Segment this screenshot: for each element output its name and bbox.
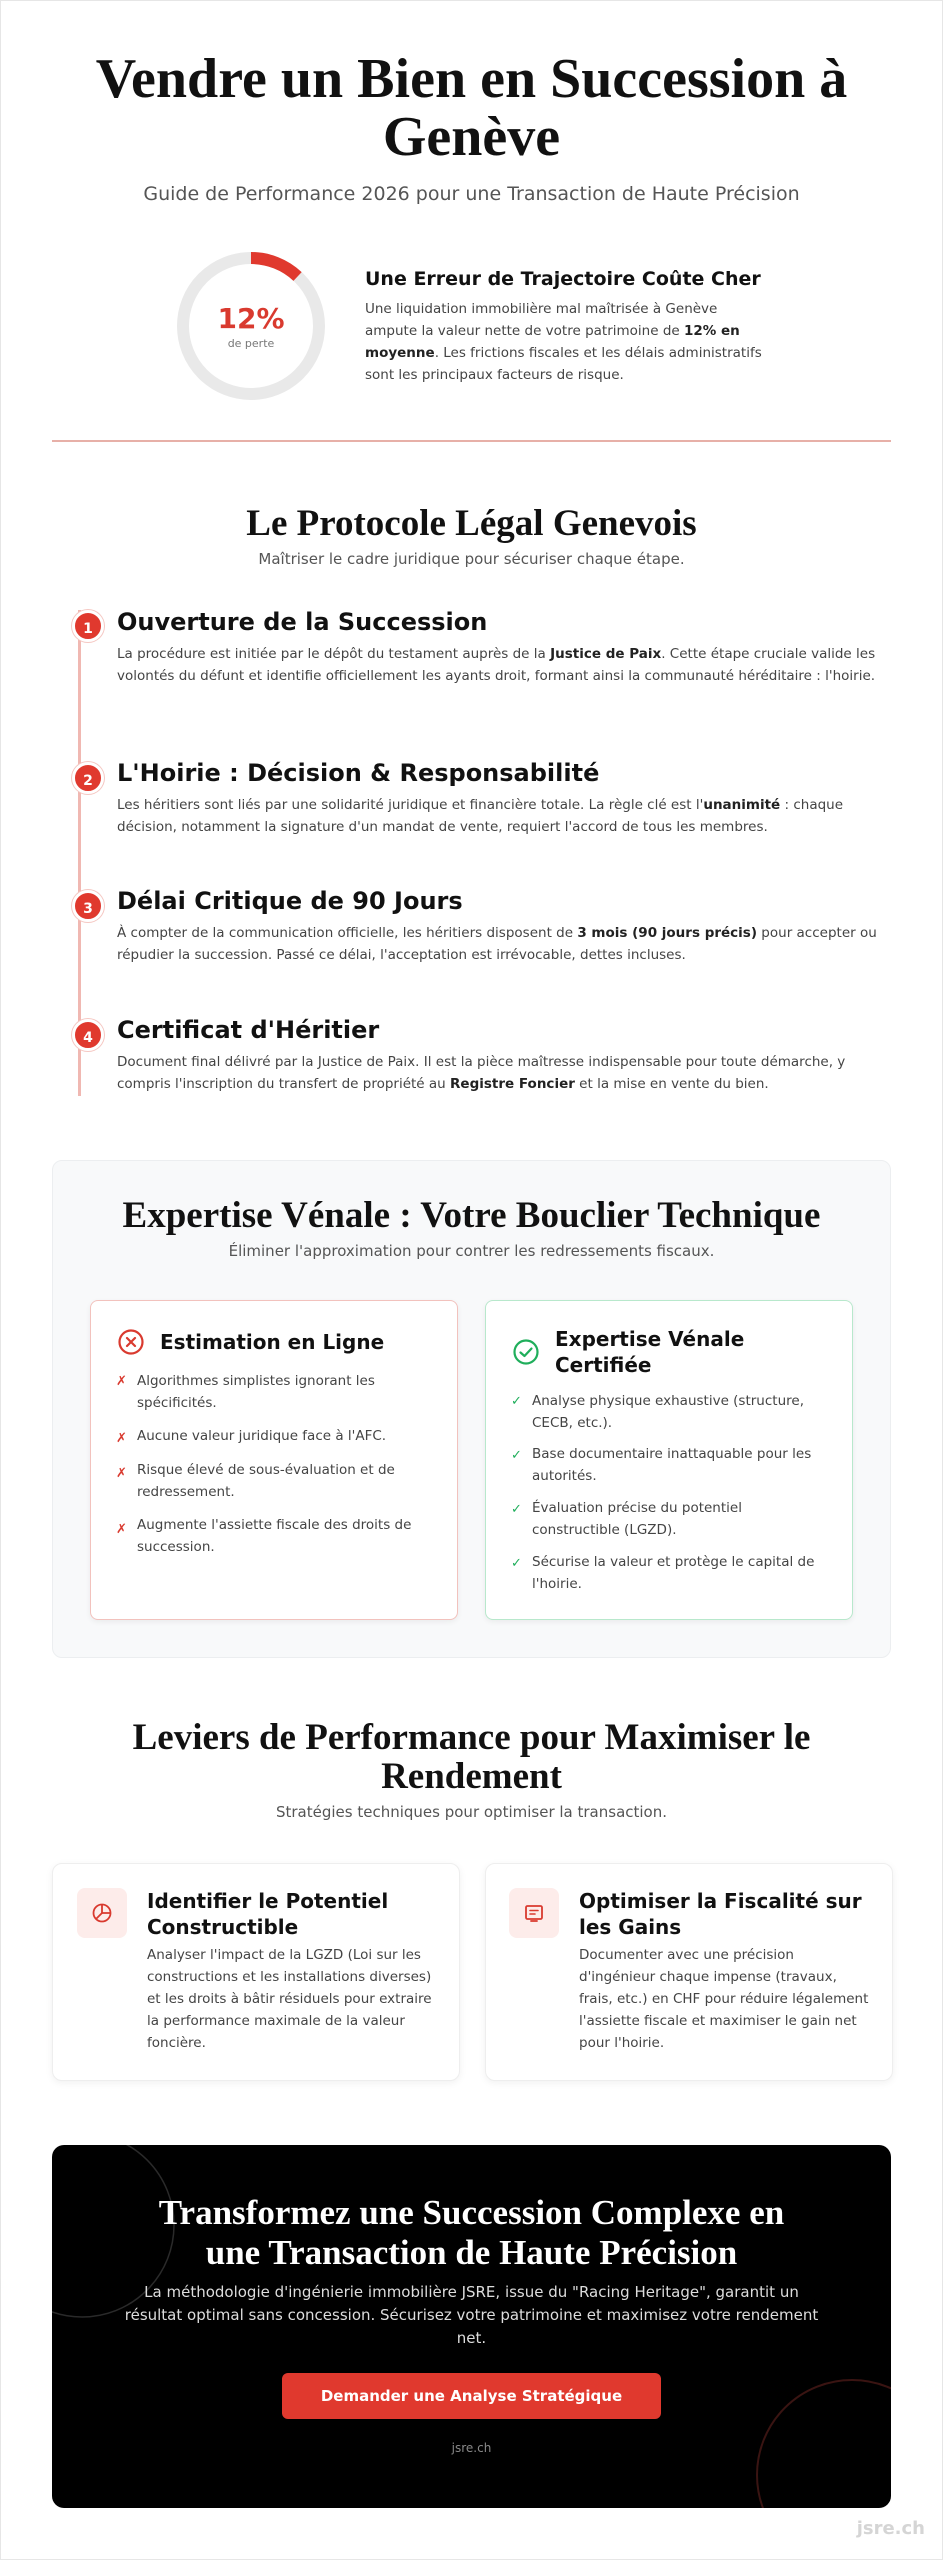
lever-text-2: Documenter avec une précision d'ingénieur chaque impense (travaux, frais, etc.) en CHF pour réduire légalement l'assiette fiscale et maximiser le gain net pour l'hoirie. bbox=[579, 1947, 869, 2051]
loss-label: de perte bbox=[227, 337, 275, 350]
error-title: Une Erreur de Trajectoire Coûte Cher bbox=[365, 268, 761, 290]
cta-text: La méthodologie d'ingénierie immobilière JSRE, issue du "Racing Heritage", garantit un résultat optimal sans concession. Sécurisez votre patrimoine et maximisez votre rendement net. bbox=[124, 2283, 819, 2347]
lever-title-2: Optimiser la Fiscalité sur les Gains bbox=[579, 1889, 862, 1939]
page-title: Vendre un Bien en Succession à Genève bbox=[95, 48, 848, 168]
online-item-2: Aucune valeur juridique face à l'AFC. bbox=[137, 1428, 387, 1444]
document-icon bbox=[522, 1901, 546, 1925]
cross-icon: ✗ bbox=[116, 1522, 127, 1537]
section-divider bbox=[52, 440, 891, 442]
check-icon: ✓ bbox=[511, 1502, 522, 1517]
step-text-2: Les héritiers sont liés par une solidarité juridique et financière totale. La règle clé est l'unanimité : chaque décision, notamment la signature d'un mandat de vente, requiert l'accord de tous les membres. bbox=[117, 797, 844, 835]
check-icon: ✓ bbox=[511, 1556, 522, 1571]
step-title-1: Ouverture de la Succession bbox=[117, 608, 488, 636]
cross-icon: ✗ bbox=[116, 1374, 127, 1389]
protocol-title: Le Protocole Légal Genevois bbox=[246, 503, 697, 544]
levers-subtitle: Stratégies techniques pour optimiser la transaction. bbox=[275, 1803, 668, 1821]
check-icon: ✓ bbox=[511, 1448, 522, 1463]
step-text-4: Document final délivré par la Justice de Paix. Il est la pièce maîtresse indispensable pour toute démarche, y compris l'inscription du transfert de propriété au Registre Foncier et la mise en vente du bien. bbox=[117, 1054, 846, 1092]
cta-section bbox=[52, 2145, 891, 2508]
check-circle-icon bbox=[512, 1338, 540, 1366]
expertise-title: Expertise Vénale : Votre Bouclier Technique bbox=[122, 1195, 821, 1236]
pie-chart-icon bbox=[90, 1901, 114, 1925]
footer-watermark: jsre.ch bbox=[856, 2518, 925, 2539]
cross-icon: ✗ bbox=[116, 1466, 127, 1481]
online-item-4: Augmente l'assiette fiscale des droits de succession. bbox=[137, 1517, 412, 1555]
error-text: Une liquidation immobilière mal maîtrisée à Genève ampute la valeur nette de votre patrimoine de 12% en moyenne. Les frictions fiscales et les délais administratifs sont les principaux facteurs de risque. bbox=[365, 301, 762, 383]
cross-icon: ✗ bbox=[116, 1431, 127, 1446]
certified-item-4: Sécurise la valeur et protège le capital de l'hoirie. bbox=[532, 1554, 815, 1592]
page-subtitle: Guide de Performance 2026 pour une Transaction de Haute Précision bbox=[143, 183, 800, 205]
step-number-3: 3 bbox=[72, 890, 104, 922]
online-item-1: Algorithmes simplistes ignorant les spécificités. bbox=[137, 1373, 375, 1411]
step-title-2: L'Hoirie : Décision & Responsabilité bbox=[117, 759, 600, 787]
cta-title: Transformez une Succession Complexe en une Transaction de Haute Précision bbox=[158, 2193, 785, 2272]
step-number-4: 4 bbox=[72, 1019, 104, 1051]
loss-percentage: 12% bbox=[217, 302, 285, 335]
cta-site-link[interactable]: jsre.ch bbox=[451, 2441, 492, 2455]
step-text-1: La procédure est initiée par le dépôt du testament auprès de la Justice de Paix. Cette étape cruciale valide les volontés du défunt et identifie officiellement les ayants droit, formant ainsi la communauté héréditaire : l'hoirie. bbox=[117, 646, 876, 684]
certified-item-1: Analyse physique exhaustive (structure, CECB, etc.). bbox=[532, 1393, 804, 1431]
certified-expertise-title: Expertise Vénale Certifiée bbox=[555, 1327, 745, 1377]
lever-text-1: Analyser l'impact de la LGZD (Loi sur les constructions et les installations diverses) et les droits à bâtir résiduels pour extraire la performance maximale de la valeur foncière. bbox=[147, 1947, 432, 2051]
online-estimate-title: Estimation en Ligne bbox=[160, 1330, 385, 1354]
expertise-subtitle: Éliminer l'approximation pour contrer les redressements fiscaux. bbox=[228, 1242, 715, 1260]
step-text-3: À compter de la communication officielle, les héritiers disposent de 3 mois (90 jours précis) pour accepter ou répudier la succession. Passé ce délai, l'acceptation est irrévocable, dettes incluses. bbox=[117, 925, 877, 963]
step-title-4: Certificat d'Héritier bbox=[117, 1016, 380, 1044]
check-icon: ✓ bbox=[511, 1394, 522, 1409]
step-number-2: 2 bbox=[72, 762, 104, 794]
levers-title: Leviers de Performance pour Maximiser le Rendement bbox=[132, 1717, 811, 1797]
step-title-3: Délai Critique de 90 Jours bbox=[117, 887, 463, 915]
lever-title-1: Identifier le Potentiel Constructible bbox=[147, 1889, 389, 1939]
online-item-3: Risque élevé de sous-évaluation et de redressement. bbox=[137, 1462, 395, 1500]
certified-item-3: Évaluation précise du potentiel constructible (LGZD). bbox=[532, 1500, 742, 1538]
request-analysis-button[interactable]: Demander une Analyse Stratégique bbox=[282, 2373, 661, 2419]
protocol-subtitle: Maîtriser le cadre juridique pour sécuriser chaque étape. bbox=[258, 550, 685, 568]
x-circle-icon bbox=[117, 1328, 145, 1356]
step-number-1: 1 bbox=[72, 610, 104, 642]
certified-item-2: Base documentaire inattaquable pour les autorités. bbox=[532, 1446, 812, 1484]
